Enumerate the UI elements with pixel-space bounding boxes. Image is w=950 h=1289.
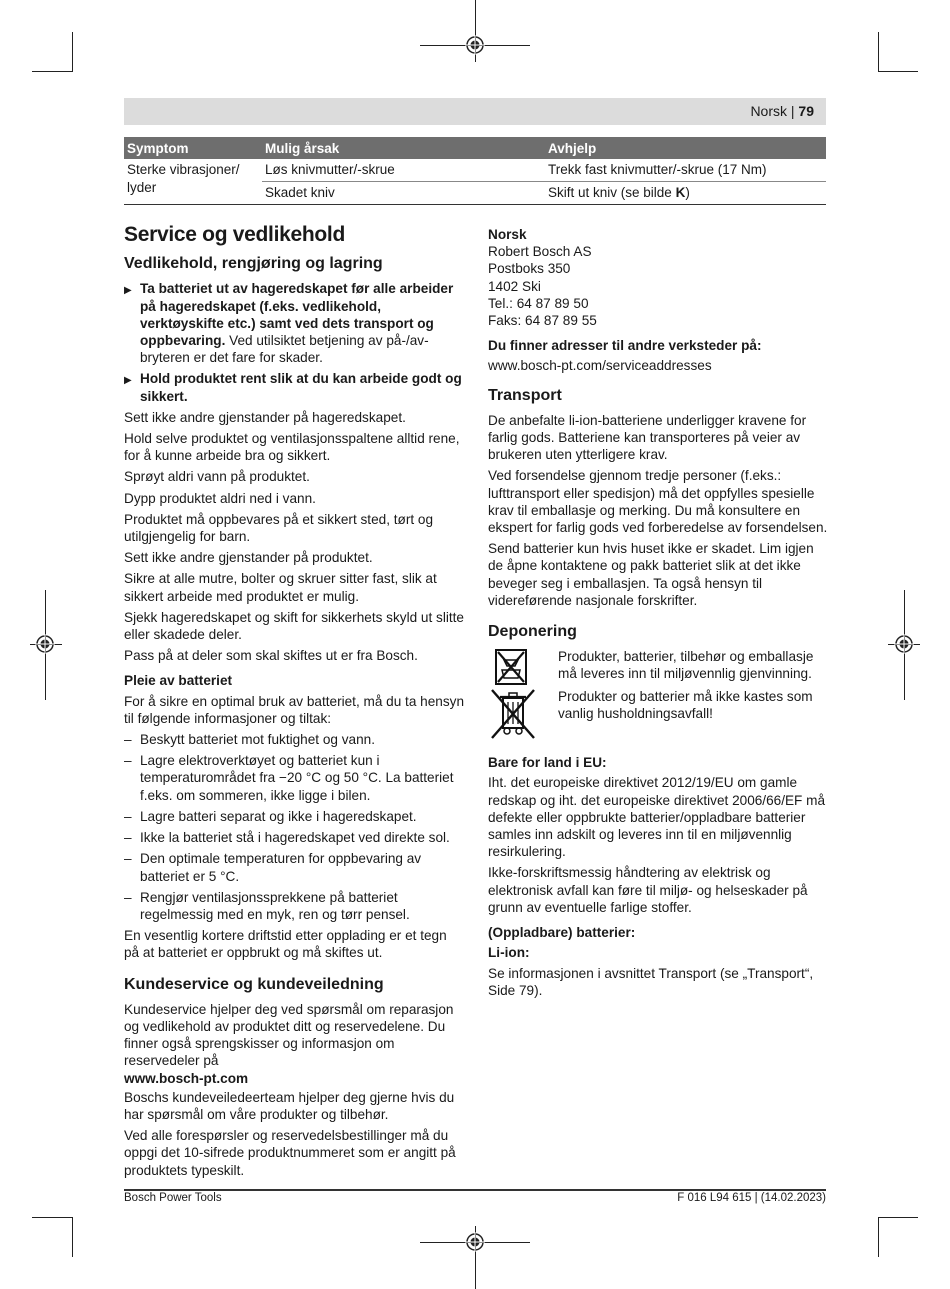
subsection-title: Deponering: [488, 623, 577, 641]
paragraph: Boschs kundeveiledeerteam hjelper deg gjerne hvis du har spørsmål om våre produkter og tilbehør.: [124, 1089, 455, 1122]
footer-brand: Bosch Power Tools: [124, 1192, 222, 1204]
paragraph: De anbefalte li-ion-batteriene underligger kravene for farlig gods. Batteriene kan transporteres på veier av brukeren uten ytterligere krav.: [488, 412, 807, 463]
header-language: Norsk: [750, 103, 787, 119]
page-number: 79: [798, 103, 814, 119]
service-addresses-link[interactable]: www.bosch-pt.com/serviceaddresses: [488, 358, 712, 374]
table-cell-fix: [545, 182, 826, 205]
list-item: [124, 889, 464, 923]
subsection-title: Kundeservice og kundeveiledning: [124, 975, 384, 993]
column-header: Avhjelp: [545, 137, 826, 159]
dash-bullet: –: [124, 851, 132, 867]
crop-mark: [878, 32, 879, 72]
paragraph: Sett ikke andre gjenstander på produktet.: [124, 550, 373, 566]
paragraph: Produktet må oppbevares på et sikkert sted, tørt og utilgjengelig for barn.: [124, 511, 434, 545]
paragraph: Ikke-forskriftsmessig håndtering av elektrisk og elektronisk avfall kan føre til miljø- og helseskader på grunn av eventuelle farlige stoffer.: [488, 865, 808, 915]
subsection-title: Transport: [488, 386, 562, 404]
paragraph: Send batterier kun hvis huset ikke er skadet. Lim igjen de åpne kontaktene og pakk batteriet slik at det ikke beveger seg i emballasjen. Ta også hensyn til videreførende nasjonale forskrifter.: [488, 541, 814, 608]
list-item-text: Rengjør ventilasjonssprekkene på batteriet regelmessig med en myk, ren og tørr pensel.: [140, 889, 410, 922]
paragraph: Dypp produktet aldri ned i vann.: [124, 490, 316, 506]
disposal-item: [488, 688, 828, 742]
warning-bullet: [124, 280, 464, 366]
crop-mark: [878, 71, 918, 72]
list-item: [124, 752, 464, 804]
fix-text: Skift ut kniv (se bilde: [548, 185, 676, 200]
registration-target-icon: [894, 634, 914, 654]
battery-care-title: Pleie av batteriet: [124, 673, 233, 689]
crop-mark: [32, 1217, 72, 1218]
address-line: Robert Bosch AS: [488, 244, 592, 260]
disposal-text: Produkter og batterier må ikke kastes som vanlig husholdningsavfall!: [558, 689, 813, 722]
paragraph: Sjekk hageredskapet og skift for sikkerhets skyld ut slitte eller skadede deler.: [124, 609, 464, 643]
table-cell-cause: Skadet kniv: [262, 182, 545, 205]
crop-mark: [72, 1217, 73, 1257]
figure-ref: K: [675, 185, 686, 200]
rechargeable-batteries-title: (Oppladbare) batterier:: [488, 925, 636, 941]
address-line: Faks: 64 87 89 55: [488, 313, 597, 329]
warning-bullet: [124, 370, 464, 404]
table-cell-symptom: Sterke vibrasjoner/ lyder: [124, 159, 262, 205]
service-url-link[interactable]: www.bosch-pt.com: [124, 1070, 249, 1086]
disposal-item: [488, 648, 828, 684]
right-column: [488, 226, 828, 1003]
crop-mark: [32, 71, 72, 72]
list-item: [124, 808, 464, 825]
address-line: Postboks 350: [488, 261, 571, 277]
eu-only-title: Bare for land i EU:: [488, 755, 607, 771]
paragraph: Sprøyt aldri vann på produktet.: [124, 469, 310, 485]
paragraph: Se informasjonen i avsnittet Transport (se „Transport“, Side 79).: [488, 965, 814, 998]
table-cell-cause: Løs knivmutter/-skrue: [262, 159, 545, 182]
paragraph: Sikre at alle mutre, bolter og skruer sitter fast, slik at sikkert arbeide med produktet er mulig.: [124, 571, 437, 604]
crop-mark: [878, 1217, 918, 1218]
dash-bullet: –: [124, 830, 132, 846]
subsection-title: Vedlikehold, rengjøring og lagring: [124, 255, 383, 273]
dash-bullet: –: [124, 808, 132, 824]
registration-target-icon: [465, 35, 485, 55]
crop-mark: [72, 32, 73, 72]
list-item: [124, 731, 464, 748]
paragraph: Ved forsendelse gjennom tredje personer (f.eks.: lufttransport eller spedisjon) må det oppfylles spesielle krav til emballasje og merking. Du må konsultere en ekspert for farlig gods ved forberedelse av forsendelsen.: [488, 468, 828, 536]
table-cell-fix: Trekk fast knivmutter/-skrue (17 Nm): [545, 159, 826, 182]
list-item-text: Lagre elektroverktøyet og batteriet kun i temperaturområdet fra −20 °C og 50 °C. La batteriet f.eks. om sommeren, ikke ligge i bilen.: [140, 753, 454, 803]
disposal-text: Produkter, batterier, tilbehør og emballasje må leveres inn til miljøvennlig gjenvinning.: [558, 649, 814, 682]
list-item: [124, 829, 464, 846]
crop-mark: [878, 1217, 879, 1257]
table-header-row: [124, 137, 826, 159]
header-separator: |: [787, 103, 799, 119]
page-header: [124, 98, 826, 125]
footer-rule: [124, 1189, 826, 1191]
paragraph: Sett ikke andre gjenstander på hageredskapet.: [124, 409, 406, 425]
list-item-text: Ikke la batteriet stå i hageredskapet ved direkte sol.: [140, 830, 450, 846]
paragraph: Pass på at deler som skal skiftes ut er fra Bosch.: [124, 648, 418, 664]
paragraph: En vesentlig kortere driftstid etter opplading er et tegn på at batteriet er oppbrukt og må skiftes ut.: [124, 928, 447, 961]
dash-bullet: –: [124, 753, 132, 769]
country-label: Norsk: [488, 227, 527, 242]
bullet-text: Ved utilsiktet betjening av på-/av-bryteren er det fare for skader.: [140, 333, 429, 366]
paragraph: [124, 1001, 464, 1087]
list-item-text: Beskytt batteriet mot fuktighet og vann.: [140, 732, 375, 748]
dash-bullet: –: [124, 889, 132, 905]
recycle-symbol-icon: [488, 648, 534, 688]
list-item-text: Lagre batteri separat og ikke i hageredskapet.: [140, 808, 417, 824]
bullet-bold-text: Hold produktet rent slik at du kan arbeide godt og sikkert.: [140, 371, 462, 404]
troubleshooting-table: [124, 137, 826, 205]
paragraph: For å sikre en optimal bruk av batteriet, må du ta hensyn til følgende informasjoner og tiltak:: [124, 693, 465, 726]
other-workshops-title: Du finner adresser til andre verksteder på:: [488, 338, 762, 354]
column-header: Mulig årsak: [262, 137, 545, 159]
table-row: [124, 159, 826, 182]
column-header: Symptom: [124, 137, 262, 159]
page-header-text: [750, 103, 814, 119]
li-ion-title: Li-ion:: [488, 945, 530, 961]
paragraph: Ved alle forespørsler og reservedelsbestillinger må du oppgi det 10-sifrede produktnummeret som er angitt på produktets typeskilt.: [124, 1128, 456, 1178]
registration-target-icon: [465, 1232, 485, 1252]
crossed-out-bin-icon: [488, 688, 538, 742]
triangle-bullet-icon: ▶: [124, 375, 132, 387]
registration-target-icon: [35, 634, 55, 654]
footer-doc-id: F 016 L94 615 | (14.02.2023): [677, 1192, 826, 1204]
list-item-text: Den optimale temperaturen for oppbevaring av batteriet er 5 °C.: [140, 851, 422, 884]
address-line: 1402 Ski: [488, 278, 541, 294]
address-line: Tel.: 64 87 89 50: [488, 295, 589, 311]
paragraph: Hold selve produktet og ventilasjonsspaltene alltid rene, for å kunne arbeide bra og sikkert.: [124, 431, 460, 464]
left-column: [124, 223, 465, 1183]
triangle-bullet-icon: ▶: [124, 285, 132, 297]
fix-text-end: ): [685, 185, 690, 200]
section-title: Service og vedlikehold: [124, 223, 345, 246]
paragraph: Iht. det europeiske direktivet 2012/19/EU om gamle redskap og iht. det europeiske direktivet 2006/66/EF må defekte eller oppbrukte batterier/oppladbare batterier samles inn adskilt og leveres inn til en miljøvennlig resirkulering.: [488, 775, 826, 860]
dash-bullet: –: [124, 732, 132, 748]
list-item: [124, 850, 464, 884]
bullet-bold-text: Ta batteriet ut av hageredskapet før alle arbeider på hageredskapet (f.eks. vedlikehold, verktøyskifte etc.) samt ved dets transport og oppbevaring.: [140, 281, 454, 349]
service-text: Kundeservice hjelper deg ved spørsmål om reparasjon og vedlikehold av produktet ditt og reservedelene. Du finner også sprengskisser og informasjon om reservedeler på: [124, 1001, 454, 1069]
